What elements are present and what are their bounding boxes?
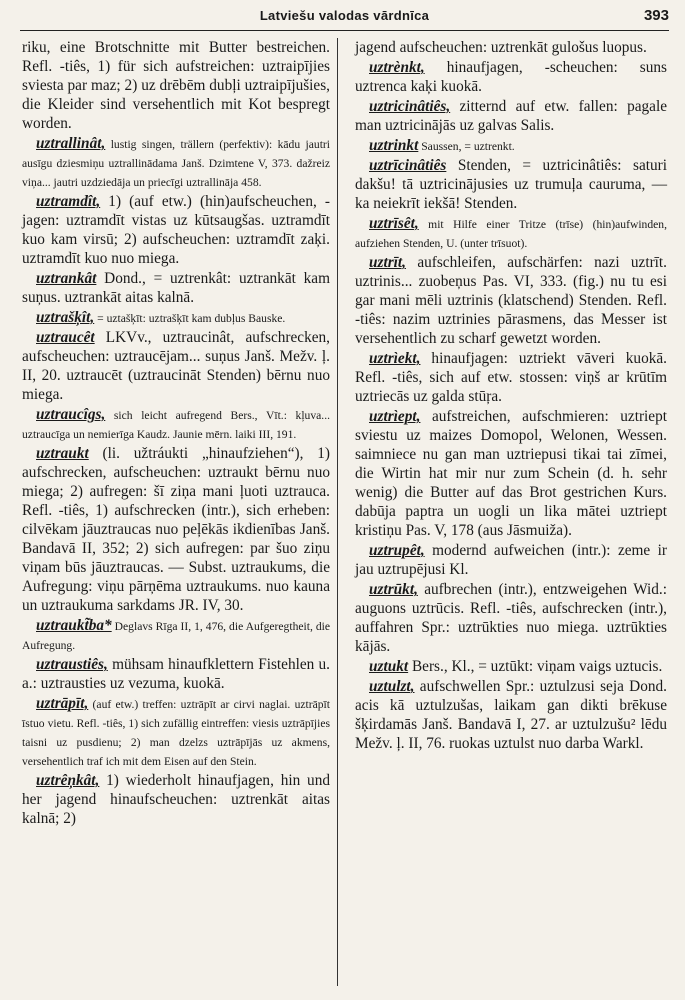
- entry-definition: jagend aufscheuchen: uztrenkāt gulošus luopus.: [355, 39, 647, 56]
- entry-headword: uztraukt̃ba*: [36, 617, 112, 634]
- dictionary-entry: [355, 541, 667, 579]
- dictionary-entry: [22, 655, 330, 693]
- dictionary-entry: [355, 349, 667, 406]
- page-number: 393: [643, 7, 669, 24]
- dictionary-entry: [22, 328, 330, 404]
- entry-headword: uztricinâtiês,: [369, 98, 451, 115]
- entry-definition: hinaufjagen: uztriekt vāveri kuokā. Refl. -tiês, sich auf etw. stossen: viņš ar krūtīm uztriecās uz galda stūŗa.: [355, 350, 667, 405]
- dictionary-entry: [355, 580, 667, 656]
- page-header: [20, 8, 669, 30]
- dictionary-entry: [22, 771, 330, 828]
- entry-headword: uztrêņkât,: [36, 772, 100, 789]
- entry-definition: Deglavs Rīga II, 1, 476, die Aufgeregtheit, die Aufregung.: [22, 620, 330, 652]
- entry-definition: = uztašķīt: uztrašķīt kam dubļus Bauske.: [94, 312, 286, 325]
- dictionary-entry: [22, 444, 330, 615]
- left-column: [22, 38, 330, 828]
- entry-definition: aufbrechen (intr.), entzweigehen Wid.: auguons uztrūcis. Refl. -tiês, aufschrecken (intr.), auffahren Spr.: uztrūkties nuo miega. uztrūkties kājās.: [355, 581, 667, 655]
- dictionary-entry: [355, 253, 667, 348]
- entry-headword: uztrìept,: [369, 408, 421, 425]
- entry-definition: sich leicht aufregend Bers., Vīt.: kļuva... uztraucīga un nemierīga Kaudz. Jaunie mērn. laiki III, 191.: [22, 409, 330, 441]
- column-divider: [337, 38, 338, 986]
- dictionary-entry: [22, 694, 330, 770]
- entry-headword: uztrūkt,: [369, 581, 418, 598]
- entry-definition: riku, eine Brotschnitte mit Butter bestreichen. Refl. -tiês, 1) für sich aufstreichen: uztraipījies sviesta par maz; 2) uz drēbēm dubļi uztraipījušies, die Kleider sind versehentlich mit Kot bespregt worden.: [22, 39, 330, 132]
- entry-definition: zitternd auf etw. fallen: pagale man uztricinājās uz galvas Salis.: [355, 98, 667, 134]
- entry-headword: uztraustiês,: [36, 656, 108, 673]
- dictionary-entry: [22, 38, 330, 133]
- dictionary-entry: [355, 677, 667, 753]
- dictionary-entry: [22, 405, 330, 443]
- entry-headword: uztrīsêt,: [369, 215, 419, 232]
- dictionary-entry: [355, 657, 667, 676]
- entry-definition: Saussen, = uztrenkt.: [418, 140, 515, 153]
- entry-headword: uztrinkt: [369, 137, 419, 154]
- entry-definition: Bers., Kl., = uztūkt: viņam vaigs uztucis.: [408, 658, 663, 675]
- entry-headword: uztraucêt: [36, 329, 95, 346]
- entry-headword: uztrìekt,: [369, 350, 421, 367]
- dictionary-entry: [22, 616, 330, 654]
- header-rule: [20, 30, 669, 31]
- entry-definition: Dond., = uztrenkât: uztrankāt kam suņus. uztrankāt aitas kalnā.: [22, 270, 330, 306]
- entry-headword: uztrīt,: [369, 254, 406, 271]
- right-column: [355, 38, 667, 753]
- dictionary-entry: [22, 192, 330, 268]
- entry-headword: uztraucîgs,: [36, 406, 106, 423]
- entry-headword: uztrènkt,: [369, 59, 425, 76]
- entry-definition: mühsam hinaufklettern Fistehlen u. a.: uztrausties uz vezuma, kuokā.: [22, 656, 330, 692]
- entry-definition: aufschleifen, aufschärfen: nazi uztrīt. uztrinis... zuobeņus Pas. VI, 333. (fig.) nu tu esi gar mani mēli uztrinis (klatschend) Stenden. Refl. -tiês: nazim uztrinies pārasmens, das Messer ist versehentlich zu scharf gewetzt worden.: [355, 254, 667, 347]
- entry-definition: 1) (auf etw.) (hin)aufscheuchen, -jagen: uztramdīt vistas uz kūtsaugšas. uztramdīt kuo kam virsū; 2) aufscheuchen: uztramdīt zaķi. uztramdīt kuo nuo miega.: [22, 193, 330, 267]
- dictionary-entry: [355, 156, 667, 213]
- entry-definition: LKVv., uztraucinât, aufschrecken, aufscheuchen: uztraucējam... suņus Janš. Mežv. ļ. II, 20. uztraucēt (uztraucināt Stenden) bērnu nuo miega.: [22, 329, 330, 403]
- dictionary-entry: [22, 134, 330, 191]
- entry-headword: uztulzt,: [369, 678, 415, 695]
- dictionary-entry: [355, 407, 667, 540]
- dictionary-entry: [355, 136, 667, 155]
- entry-headword: uztramdît,: [36, 193, 101, 210]
- entry-definition: (auf etw.) treffen: uztrāpīt ar cirvi naglai. uztrāpīt īstuo vietu. Refl. -tiês, 1) sich zufällig eintreffen: viesis uztrāpījies taisni uz pusdienu; 2) man dzelzs uztrāpījās uz akmens, versehentlich traf ich mit dem Eisen auf den Stein.: [22, 698, 330, 768]
- entry-definition: aufschwellen Spr.: uztulzusi seja Dond. acis kā uztulzušas, laikam gan dikti brēkuse šķirdamās Janš. Bandavā I, 27. ar uztulzušu² lēdu Mežv. ļ. II, 76. ruokas uztulst nuo darba Warkl.: [355, 678, 667, 752]
- page-title: Latviešu valodas vārdnīca: [259, 8, 430, 23]
- entry-definition: modernd aufweichen (intr.): zeme ir jau uztrupējusi Kl.: [355, 542, 667, 578]
- entry-headword: uztrankât: [36, 270, 97, 287]
- entry-headword: uztraukt: [36, 445, 89, 462]
- entry-headword: uztrīcinâtiês: [369, 157, 447, 174]
- dictionary-entry: [355, 214, 667, 252]
- entry-definition: 1) wiederholt hinaufjagen, hin und her jagend hinaufscheuchen: uztrenkāt aitas kalnā; 2): [22, 772, 330, 827]
- dictionary-entry: [355, 58, 667, 96]
- dictionary-entry: [22, 269, 330, 307]
- entry-headword: uztukt: [369, 658, 409, 675]
- entry-headword: uztrāpīt,: [36, 695, 89, 712]
- entry-definition: lustig singen, trällern (perfektiv): kādu jautri ausīgu dziesmiņu uztrallinādama Janš. Dzimtene V, 373. dažreiz viņa... jautri uzdziedāja un priecīgi uztrallināja 458.: [22, 138, 330, 189]
- entry-headword: uztrašķît,: [36, 309, 95, 326]
- entry-headword: uztrupêt,: [369, 542, 425, 559]
- dictionary-entry: [22, 308, 330, 327]
- entry-definition: Stenden, = uztricinâtiês: saturi dakšu! tā uztricinājusies uz trumuļa cauruma, — ka neiekrīt iekšā! Stenden.: [355, 157, 667, 212]
- dictionary-entry: [355, 97, 667, 135]
- entry-headword: uztrallinât,: [36, 135, 106, 152]
- entry-definition: (li. užtráukti „hinaufziehen“), 1) aufschrecken, aufscheuchen: uztraukt bērnu nuo miega; 2) aufregen: šī ziņa mani ļuoti uztrauca. Refl. -tiês, 1) aufschrecken (intr.), sich erheben: cilvēkam jāuztraucas nuo peļēkās ikdienības Janš. Bandavā II, 352; 2) sich aufregen: par šuo ziņu viņam būs jāuztraucas. — Subst. uztraukums, die Aufregung: viņu pārņēma uztraukums. nuo kauna un uztraukuma sarkdams JR. IV, 30.: [22, 445, 330, 614]
- entry-definition: aufstreichen, aufschmieren: uztriept sviestu uz maizes Domopol, Welonen, Wessen. saimniece nu gan man uztriepusi tikai tai zīmei, die Wirtin hat mir nur zum Schein (d. h. sehr wenig) die Butter auf das Brot gestrichen Kurs. dabūja paptra un uogli un lika mātei uztriept kristiņu Pas. V, 178 (aus Jāsmuiža).: [355, 408, 667, 539]
- entry-definition: hinaufjagen, -scheuchen: suns uztrenca kaķi kuokā.: [355, 59, 667, 95]
- dictionary-entry: [355, 38, 667, 57]
- entry-definition: mit Hilfe einer Tritze (trīse) (hin)aufwinden, aufziehen Stenden, U. (unter trīsuot).: [355, 218, 667, 250]
